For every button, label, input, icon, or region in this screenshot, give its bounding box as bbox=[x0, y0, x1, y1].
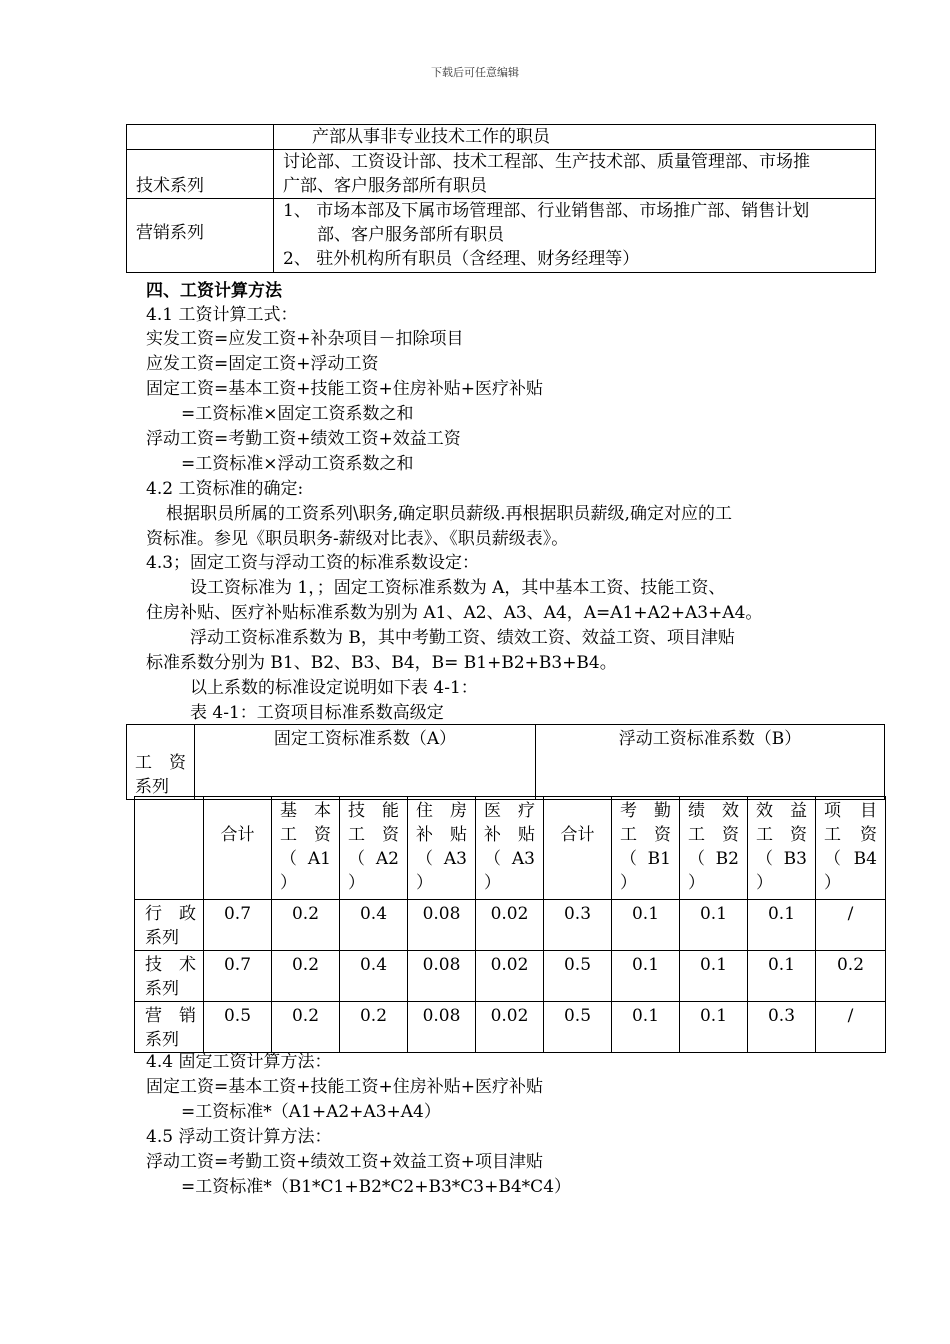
column-header-line: ） bbox=[416, 873, 433, 893]
column-header-line: ） bbox=[620, 873, 637, 893]
column-header-line: （ B2 bbox=[688, 849, 739, 869]
column-header bbox=[340, 797, 408, 900]
subsection-title: 4.3；固定工资与浮动工资的标准系数设定： bbox=[146, 553, 480, 573]
column-header-line: 工资 bbox=[348, 825, 399, 845]
table-row bbox=[135, 951, 886, 1002]
coefficient-value-cell: 0.4 bbox=[340, 951, 408, 1002]
column-header bbox=[680, 797, 748, 900]
series-label-cell bbox=[135, 1002, 204, 1053]
column-header-line: （ A3 bbox=[416, 849, 467, 869]
column-header-line: ） bbox=[824, 873, 841, 893]
formula-line: 浮动工资=考勤工资+绩效工资+效益工资+项目津贴 bbox=[146, 1152, 543, 1172]
corner-cell bbox=[127, 725, 195, 800]
coefficient-value-cell: 0.2 bbox=[816, 951, 886, 1002]
coefficient-value-cell: 0.7 bbox=[204, 900, 272, 951]
coefficient-value-cell: 0.1 bbox=[612, 1002, 680, 1053]
coefficient-value-cell: 0.2 bbox=[272, 1002, 340, 1053]
series-department-table bbox=[126, 124, 876, 273]
coefficient-value-cell: 0.1 bbox=[612, 900, 680, 951]
formula-line: 应发工资=固定工资+浮动工资 bbox=[146, 354, 379, 374]
coefficient-value-cell: 0.1 bbox=[748, 900, 816, 951]
series-cell: 技术系列 bbox=[127, 150, 274, 199]
column-header-line: ） bbox=[756, 873, 773, 893]
column-header-line: 医 疗 bbox=[484, 801, 535, 821]
coefficient-value-cell: 0.5 bbox=[204, 1002, 272, 1053]
formula-line: 浮动工资=考勤工资+绩效工资+效益工资 bbox=[146, 429, 461, 449]
subsection-title: 4.5 浮动工资计算方法： bbox=[146, 1127, 332, 1147]
page-header-note: 下载后可任意编辑 bbox=[431, 66, 519, 79]
coefficient-value-cell: 0.2 bbox=[272, 900, 340, 951]
column-header-line: （ A2 bbox=[348, 849, 399, 869]
column-header-line: ） bbox=[484, 873, 501, 893]
paragraph-line: 根据职员所属的工资系列\职务,确定职员薪级.再根据职员薪级,确定对应的工 bbox=[166, 504, 732, 524]
paragraph-line: 住房补贴、医疗补贴标准系数为别为 A1、A2、A3、A4，A=A1+A2+A3+A4。 bbox=[146, 603, 763, 623]
coefficient-value-cell: 0.4 bbox=[340, 900, 408, 951]
formula-line: =工资标准×浮动工资系数之和 bbox=[181, 454, 414, 474]
column-header-line: 补贴 bbox=[416, 825, 467, 845]
coefficient-value-cell: 0.1 bbox=[612, 951, 680, 1002]
column-header-line: 考 勤 bbox=[620, 801, 671, 821]
coefficient-value-cell: 0.08 bbox=[408, 951, 476, 1002]
formula-line: =工资标准*（A1+A2+A3+A4） bbox=[181, 1102, 441, 1122]
series-label-cell bbox=[135, 900, 204, 951]
series-label-line: 系列 bbox=[145, 1030, 179, 1050]
group-header-floating: 浮动工资标准系数（B） bbox=[536, 725, 885, 800]
dept-line: 广部、客户服务部所有职员 bbox=[283, 176, 487, 196]
paragraph-line: 设工资标准为 1，；固定工资标准系数为 A，其中基本工资、技能工资、 bbox=[190, 578, 726, 598]
paragraph-line: 浮动工资标准系数为 B，其中考勤工资、绩效工资、效益工资、项目津贴 bbox=[190, 628, 735, 648]
series-cell bbox=[127, 125, 274, 150]
table-row bbox=[135, 1002, 886, 1053]
column-header-line: 工资 bbox=[756, 825, 807, 845]
series-label-line: 营 销 bbox=[145, 1006, 196, 1026]
coefficient-value-cell: 0.08 bbox=[408, 900, 476, 951]
dept-cell: 产部从事非专业技术工作的职员 bbox=[274, 125, 876, 150]
coefficient-table bbox=[134, 796, 886, 1053]
column-header bbox=[612, 797, 680, 900]
subsection-title: 4.2 工资标准的确定: bbox=[146, 479, 304, 499]
column-header bbox=[476, 797, 544, 900]
coefficient-value-cell: 0.5 bbox=[544, 951, 612, 1002]
coefficient-value-cell: / bbox=[816, 1002, 886, 1053]
dept-cell bbox=[274, 199, 876, 273]
column-header-line: 基 本 bbox=[280, 801, 331, 821]
table-row bbox=[127, 125, 876, 150]
table-row bbox=[127, 725, 885, 800]
column-header-line: 补贴 bbox=[484, 825, 535, 845]
series-label-line: 系列 bbox=[145, 979, 179, 999]
formula-line: 固定工资=基本工资+技能工资+住房补贴+医疗补贴 bbox=[146, 379, 543, 399]
column-header-line bbox=[135, 799, 203, 823]
column-header-line: 项 目 bbox=[824, 801, 877, 821]
group-header-fixed: 固定工资标准系数（A） bbox=[195, 725, 536, 800]
column-header-line: 合计 bbox=[220, 825, 255, 845]
dept-cell bbox=[274, 150, 876, 199]
formula-line: =工资标准*（B1*C1+B2*C2+B3*C3+B4*C4） bbox=[181, 1177, 572, 1197]
dept-line: 部、客户服务部所有职员 bbox=[317, 225, 504, 245]
dept-line: 2、 驻外机构所有职员（含经理、财务经理等） bbox=[283, 249, 640, 269]
column-header bbox=[816, 797, 886, 900]
column-header-line: 效 益 bbox=[756, 801, 807, 821]
corner-line: 工 资 bbox=[135, 753, 186, 773]
column-header bbox=[204, 797, 272, 900]
formula-line: 固定工资=基本工资+技能工资+住房补贴+医疗补贴 bbox=[146, 1077, 543, 1097]
paragraph-line: 资标准。参见《职员职务-薪级对比表》、《职员薪级表》。 bbox=[146, 529, 569, 549]
paragraph-line: 标准系数分别为 B1、B2、B3、B4，B= B1+B2+B3+B4。 bbox=[146, 653, 617, 673]
coefficient-value-cell: 0.1 bbox=[680, 1002, 748, 1053]
dept-line: 讨论部、工资设计部、技术工程部、生产技术部、质量管理部、市场推 bbox=[283, 152, 810, 172]
column-header bbox=[135, 797, 204, 900]
coefficient-value-cell: 0.02 bbox=[476, 1002, 544, 1053]
column-header bbox=[408, 797, 476, 900]
column-header-line: （ A3 bbox=[484, 849, 535, 869]
series-cell: 营销系列 bbox=[127, 199, 274, 273]
column-header-line: 合计 bbox=[560, 825, 595, 845]
column-header bbox=[748, 797, 816, 900]
series-label-line: 行 政 bbox=[145, 904, 196, 924]
coefficient-value-cell: 0.3 bbox=[544, 900, 612, 951]
series-label-line: 系列 bbox=[145, 928, 179, 948]
paragraph-line: 以上系数的标准设定说明如下表 4-1： bbox=[190, 678, 478, 698]
column-header-line: ） bbox=[348, 873, 365, 893]
coefficient-value-cell: 0.02 bbox=[476, 900, 544, 951]
coefficient-value-cell: / bbox=[816, 900, 886, 951]
column-header-line: 工资 bbox=[824, 825, 877, 845]
corner-line: 系列 bbox=[135, 777, 169, 797]
column-header-line: 工资 bbox=[620, 825, 671, 845]
column-header-line: 绩 效 bbox=[688, 801, 739, 821]
column-header-row bbox=[135, 797, 886, 900]
column-header-line: ） bbox=[280, 873, 297, 893]
coefficient-value-cell: 0.08 bbox=[408, 1002, 476, 1053]
column-header bbox=[272, 797, 340, 900]
formula-line: =工资标准×固定工资系数之和 bbox=[181, 404, 414, 424]
column-header-line: 住 房 bbox=[416, 801, 467, 821]
coefficient-value-cell: 0.7 bbox=[204, 951, 272, 1002]
coefficient-table-header bbox=[126, 724, 885, 800]
column-header-line: （ B1 bbox=[620, 849, 671, 869]
column-header-line: 工资 bbox=[688, 825, 739, 845]
coefficient-value-cell: 0.3 bbox=[748, 1002, 816, 1053]
dept-line: 1、 市场本部及下属市场管理部、行业销售部、市场推广部、销售计划 bbox=[283, 201, 810, 221]
column-header-line: 工 资 bbox=[280, 825, 331, 845]
coefficient-value-cell: 0.2 bbox=[272, 951, 340, 1002]
section-title: 四、工资计算方法 bbox=[146, 281, 282, 301]
table-caption: 表 4-1：工资项目标准系数高级定 bbox=[190, 703, 444, 723]
table-row bbox=[135, 900, 886, 951]
subsection-title: 4.1 工资计算工式： bbox=[146, 305, 298, 325]
column-header-line: 技 能 bbox=[348, 801, 399, 821]
coefficient-value-cell: 0.2 bbox=[340, 1002, 408, 1053]
coefficient-value-cell: 0.5 bbox=[544, 1002, 612, 1053]
coefficient-value-cell: 0.1 bbox=[748, 951, 816, 1002]
coefficient-value-cell: 0.02 bbox=[476, 951, 544, 1002]
series-label-cell bbox=[135, 951, 204, 1002]
table-row bbox=[127, 199, 876, 273]
subsection-title: 4.4 固定工资计算方法： bbox=[146, 1052, 332, 1072]
table-row bbox=[127, 150, 876, 199]
series-label-line: 技 术 bbox=[145, 955, 196, 975]
column-header-line bbox=[204, 799, 271, 823]
column-header-line: （ A1 bbox=[280, 849, 331, 869]
column-header-line: （ B4 bbox=[824, 849, 877, 869]
column-header bbox=[544, 797, 612, 900]
column-header-line: （ B3 bbox=[756, 849, 807, 869]
column-header-line: ） bbox=[688, 873, 705, 893]
coefficient-value-cell: 0.1 bbox=[680, 900, 748, 951]
column-header-line bbox=[544, 799, 611, 823]
coefficient-value-cell: 0.1 bbox=[680, 951, 748, 1002]
formula-line: 实发工资=应发工资+补杂项目－扣除项目 bbox=[146, 329, 464, 349]
